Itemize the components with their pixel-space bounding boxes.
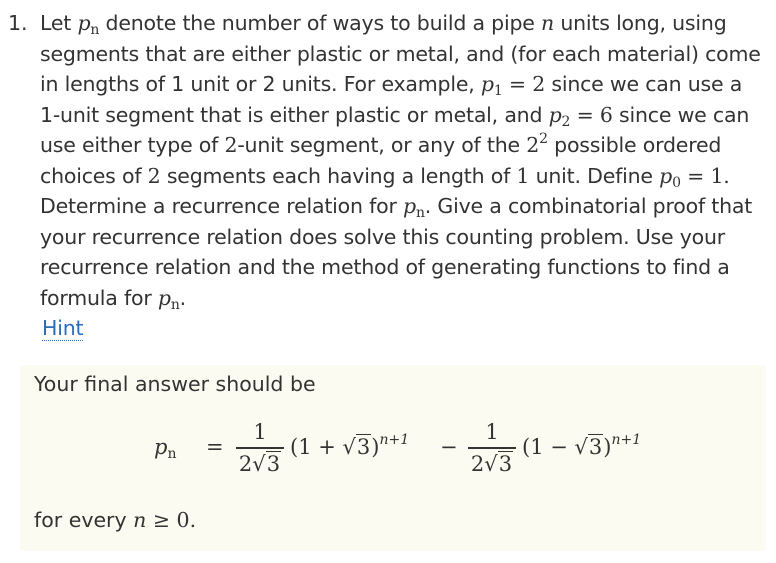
formula-fraction-1: 1 2√3: [234, 417, 286, 479]
problem-line: Let $p_n$ denote the number of ways to build a pipe n units long, using: [40, 11, 727, 38]
answer-box: [20, 365, 766, 551]
problem-line: in lengths of 1 unit or 2 units. For example, $p_1 = 2$ since we can use a: [40, 72, 743, 99]
problem-line: recurrence relation and the method of generating functions to find a: [40, 255, 730, 279]
formula-term-1: $(1 + √3)^{n+1}$: [290, 432, 410, 459]
answer-condition: for every n ≥ 0.: [34, 508, 197, 532]
formula-fraction-2: 1 2√3: [466, 417, 518, 479]
answer-formula: [154, 417, 674, 481]
answer-label: Your final answer should be: [34, 372, 316, 396]
problem-line: your recurrence relation does solve this counting problem. Use your: [40, 224, 726, 249]
formula-equals: =: [206, 435, 224, 459]
problem-line: Determine a recurrence relation for $p_n$. Give a combinatorial proof that: [40, 194, 753, 221]
problem-line: segments that are either plastic or metal, and (for each material) come: [40, 41, 761, 66]
problem-lines: [40, 8, 765, 313]
formula-minus: −: [440, 435, 458, 459]
hint-link[interactable]: Hint: [42, 316, 84, 340]
problem-line: use either type of 2-unit segment, or any of the $2^2$ possible ordered: [40, 131, 722, 157]
formula-term-2: $(1 - √3)^{n+1}$: [522, 432, 642, 459]
problem-line: formula for $p_n$.: [40, 285, 186, 313]
problem-line: 1-unit segment that is either plastic or metal, and $p_2 = 6$ since we can: [40, 102, 750, 130]
problem-statement: [40, 8, 765, 344]
problem-number: 1.: [8, 11, 28, 35]
problem-line: choices of 2 segments each having a length of 1 unit. Define $p_0 = 1$.: [40, 163, 730, 191]
formula-lhs: $p_n$: [154, 435, 177, 462]
